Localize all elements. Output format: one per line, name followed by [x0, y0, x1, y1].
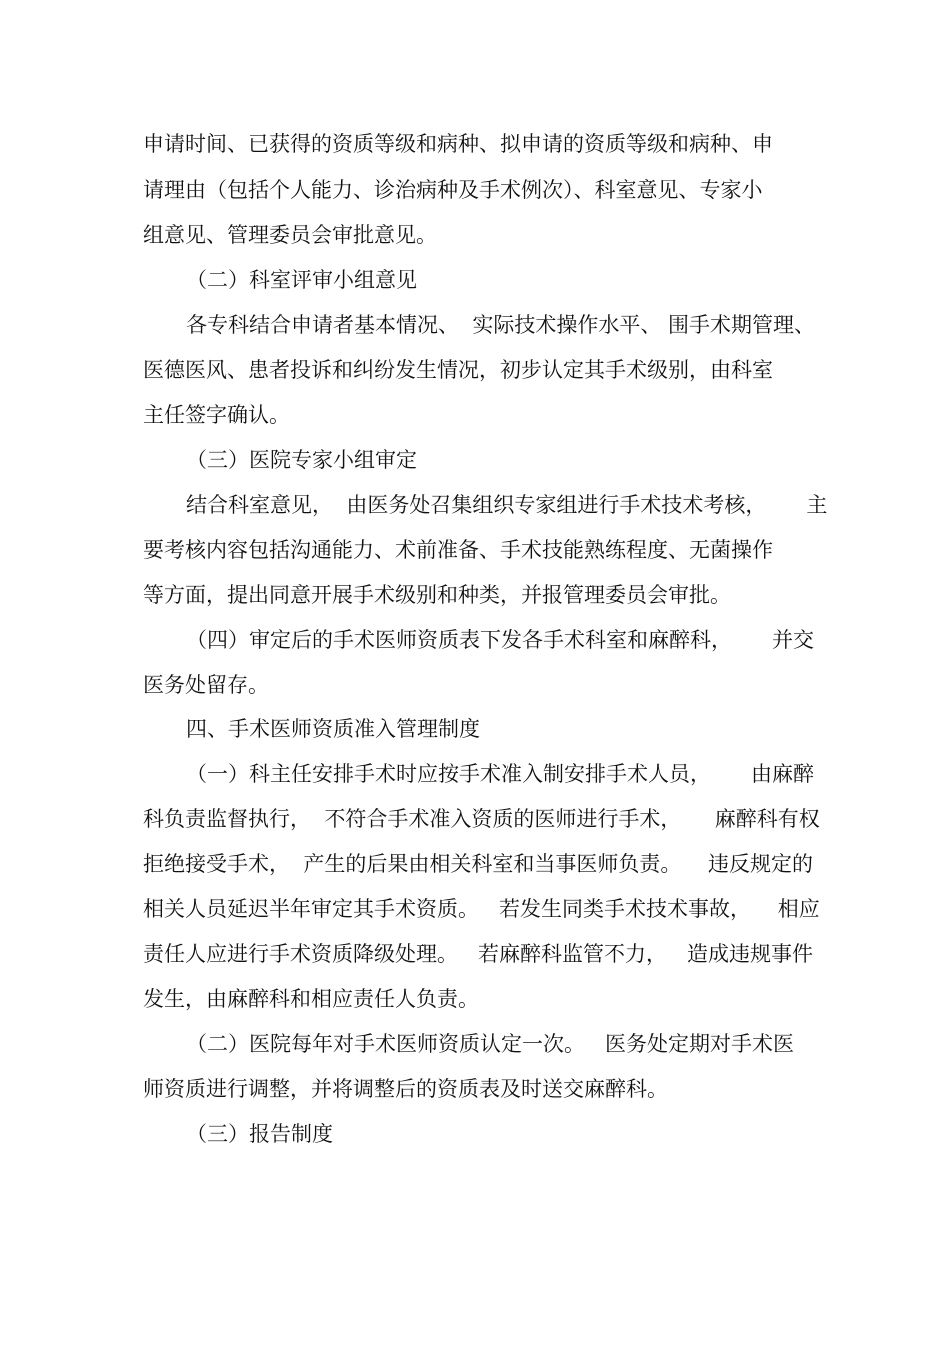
text-line: 发生，由麻醉科和相应责任人负责。: [143, 987, 479, 1011]
text-line: 要考核内容包括沟通能力、术前准备、手术技能熟练程度、无菌操作: [143, 538, 773, 562]
text-line: 责任人应进行手术资质降级处理。 若麻醉科监管不力， 造成违规事件: [143, 942, 814, 966]
text-line: （二）医院每年对手术医师资质认定一次。 医务处定期对手术医: [186, 1032, 795, 1056]
section-heading: （三）报告制度: [186, 1122, 333, 1146]
text-line: 请理由（包括个人能力、诊治病种及手术例次）、科室意见、专家小: [143, 178, 763, 202]
text-line: 组意见、管理委员会审批意见。: [143, 223, 437, 247]
text-line: （一）科主任安排手术时应按手术准入制安排手术人员， 由麻醉: [186, 762, 815, 786]
section-heading: （三）医院专家小组审定: [186, 448, 417, 472]
text-line: 科负责监督执行， 不符合手术准入资质的医师进行手术， 麻醉科有权: [143, 807, 820, 831]
text-line: 主任签字确认。: [143, 403, 290, 427]
text-line: 医务处留存。: [143, 673, 269, 697]
text-line: 师资质进行调整，并将调整后的资质表及时送交麻醉科。: [143, 1077, 668, 1101]
text-line: 等方面，提出同意开展手术级别和种类，并报管理委员会审批。: [143, 583, 731, 607]
text-line: （四）审定后的手术医师资质表下发各手术科室和麻醉科， 并交: [186, 628, 815, 652]
text-line: 结合科室意见， 由医务处召集组织专家组进行手术技术考核， 主: [186, 493, 828, 517]
text-line: 申请时间、已获得的资质等级和病种、拟申请的资质等级和病种、申: [143, 132, 773, 156]
text-line: 各专科结合申请者基本情况、 实际技术操作水平、 围手术期管理、: [186, 313, 816, 337]
text-line: 相关人员延迟半年审定其手术资质。 若发生同类手术技术事故， 相应: [143, 897, 820, 921]
section-heading: 四、手术医师资质准入管理制度: [186, 717, 480, 741]
text-line: 医德医风、患者投诉和纠纷发生情况，初步认定其手术级别，由科室: [143, 358, 773, 382]
text-line: 拒绝接受手术， 产生的后果由相关科室和当事医师负责。 违反规定的: [143, 852, 814, 876]
section-heading: （二）科室评审小组意见: [186, 268, 417, 292]
